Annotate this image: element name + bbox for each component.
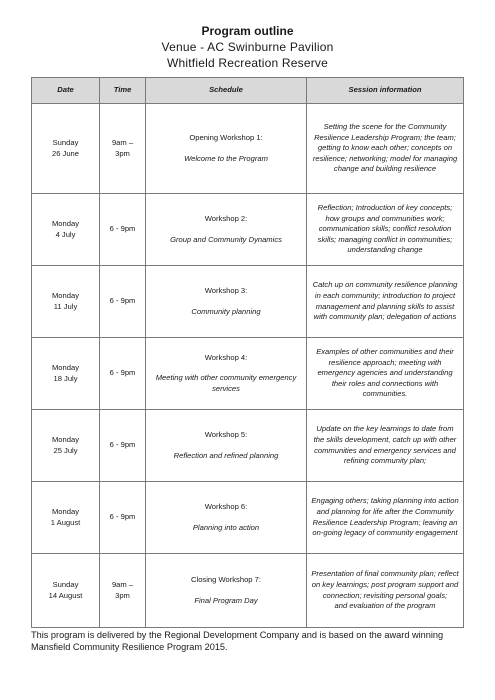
column-header-date: Date xyxy=(32,78,100,104)
workshop-name: Workshop 4: xyxy=(204,352,248,362)
date-cell: Sunday 26 June xyxy=(32,104,100,194)
table-row xyxy=(32,104,464,194)
date-cell: Monday 18 July xyxy=(32,338,100,410)
table-row xyxy=(32,338,464,410)
location-line: Whitfield Recreation Reserve xyxy=(167,56,328,70)
schedule-cell xyxy=(146,554,307,628)
date-cell: Sunday 14 August xyxy=(32,554,100,628)
program-table xyxy=(31,77,464,628)
venue-line: Venue - AC Swinburne Pavilion xyxy=(161,40,334,54)
table-row xyxy=(32,554,464,628)
workshop-topic: Reflection and refined planning xyxy=(173,450,279,460)
date-cell: Monday 1 August xyxy=(32,482,100,554)
time-cell: 9am – 3pm xyxy=(100,104,146,194)
session-info-cell: Catch up on community resilience planning in each community; introduction to project management and planning skills to assist with community plan; delegation of actions xyxy=(307,266,464,338)
date-cell: Monday 25 July xyxy=(32,410,100,482)
session-info-cell: Update on the key learnings to date from the skills development, catch up with other communities and emergency services and refining community plan; xyxy=(307,410,464,482)
table-row xyxy=(32,194,464,266)
session-info-cell: Presentation of final community plan; reflect on key learnings; post program support and connection; revisiting personal goals; and evaluation of the program xyxy=(307,554,464,628)
workshop-name: Workshop 6: xyxy=(204,501,248,511)
workshop-name: Workshop 2: xyxy=(204,213,248,223)
table-row xyxy=(32,482,464,554)
document-title: Program outline xyxy=(201,24,294,38)
time-cell: 6 - 9pm xyxy=(100,266,146,338)
document-header xyxy=(0,23,495,71)
workshop-name: Workshop 5: xyxy=(204,429,248,439)
column-header-session-information: Session information xyxy=(307,78,464,104)
time-cell: 6 - 9pm xyxy=(100,482,146,554)
date-cell: Monday 11 July xyxy=(32,266,100,338)
schedule-cell xyxy=(146,482,307,554)
session-info-cell: Examples of other communities and their resilience approach; meeting with emergency agencies and understanding their roles and connections with communities. xyxy=(307,338,464,410)
workshop-name: Workshop 3: xyxy=(204,285,248,295)
workshop-topic: Welcome to the Program xyxy=(184,153,268,163)
time-cell: 9am – 3pm xyxy=(100,554,146,628)
column-header-time: Time xyxy=(100,78,146,104)
schedule-cell xyxy=(146,194,307,266)
session-info-cell: Engaging others; taking planning into action and planning for life after the Community Resilience Leadership Program; leaving an on-going legacy of community engagement xyxy=(307,482,464,554)
table-header-row xyxy=(32,78,464,104)
time-cell: 6 - 9pm xyxy=(100,410,146,482)
workshop-topic: Planning into action xyxy=(192,522,260,532)
schedule-cell xyxy=(146,266,307,338)
workshop-topic: Group and Community Dynamics xyxy=(170,234,282,244)
column-header-schedule: Schedule xyxy=(146,78,307,104)
table-row xyxy=(32,410,464,482)
schedule-cell xyxy=(146,410,307,482)
workshop-name: Closing Workshop 7: xyxy=(191,574,261,584)
time-cell: 6 - 9pm xyxy=(100,194,146,266)
schedule-cell xyxy=(146,104,307,194)
date-cell: Monday 4 July xyxy=(32,194,100,266)
table-row xyxy=(32,266,464,338)
workshop-topic: Final Program Day xyxy=(194,595,258,605)
workshop-topic: Meeting with other community emergency services xyxy=(155,373,297,393)
workshop-topic: Community planning xyxy=(191,306,261,316)
workshop-name: Opening Workshop 1: xyxy=(189,132,263,142)
footer-note: This program is delivered by the Regional Development Company and is based on the award winning Mansfield Community Resilience Program 2015. xyxy=(31,630,444,653)
session-info-cell: Reflection; Introduction of key concepts; how groups and communities work; communication skills; conflict resolution skills; managing conflict in communities; understanding change xyxy=(307,194,464,266)
session-info-cell: Setting the scene for the Community Resilience Leadership Program; the team; getting to know each other; concepts on resilience; networking; model for managing change and building resilience xyxy=(307,104,464,194)
schedule-cell xyxy=(146,338,307,410)
time-cell: 6 - 9pm xyxy=(100,338,146,410)
